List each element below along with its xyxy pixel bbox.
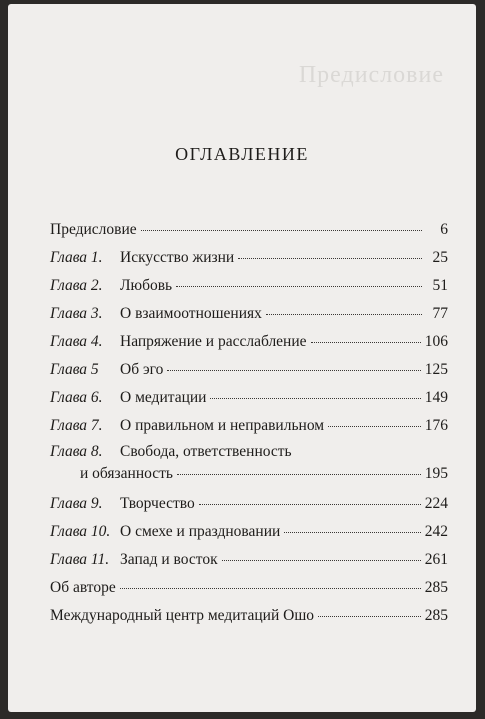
- chapter-label: Глава 10.: [50, 523, 111, 540]
- toc-entry-title: О смехе и праздновании: [120, 523, 281, 540]
- toc-entry-page: 285: [424, 607, 448, 624]
- toc-entry-title: Об эго: [120, 361, 164, 378]
- toc-entry-title: О медитации: [120, 389, 207, 406]
- toc-entry-chapter-8[interactable]: [50, 442, 448, 462]
- toc-entry-chapter-6[interactable]: [50, 388, 448, 408]
- chapter-label: Глава 5: [50, 361, 99, 378]
- chapter-label: Глава 4.: [50, 333, 103, 350]
- chapter-label: Глава 3.: [50, 305, 103, 322]
- toc-entry-chapter-7[interactable]: [50, 416, 448, 436]
- toc-entry-page: 261: [424, 551, 448, 568]
- dot-leader: [120, 587, 421, 589]
- toc-entry-page: 195: [424, 465, 448, 482]
- toc-entry-title: Международный центр медитаций Ошо: [50, 607, 314, 624]
- toc-entry-page: 106: [424, 333, 448, 350]
- toc-entry-title: О правильном и неправильном: [120, 417, 325, 434]
- chapter-label: Глава 1.: [50, 249, 103, 266]
- dot-leader: [210, 397, 420, 399]
- dot-leader: [199, 503, 421, 505]
- toc-entry-page: 176: [424, 417, 448, 434]
- chapter-label: Глава 6.: [50, 389, 103, 406]
- toc-entry-title: Свобода, ответственность: [120, 443, 292, 460]
- toc-entry-page: 285: [424, 579, 448, 596]
- toc-entry-page: 51: [432, 277, 448, 294]
- dot-leader: [222, 559, 421, 561]
- chapter-label: Глава 9.: [50, 495, 103, 512]
- toc-entry-title: Об авторе: [50, 579, 116, 596]
- toc-entry-chapter-11[interactable]: [50, 550, 448, 570]
- dot-leader: [328, 425, 421, 427]
- toc-entry-chapter-5[interactable]: [50, 360, 448, 380]
- dot-leader: [266, 313, 422, 315]
- toc-entry-page: 242: [424, 523, 448, 540]
- toc-entry-about-author[interactable]: [50, 578, 448, 598]
- toc-entry-title-continued: и обязанность: [80, 465, 173, 482]
- dot-leader: [311, 341, 421, 343]
- toc-entry-title: Искусство жизни: [120, 249, 235, 266]
- chapter-label: Глава 2.: [50, 277, 103, 294]
- toc-entry-osho-center[interactable]: [50, 606, 448, 626]
- toc-entry-title: Напряжение и расслабление: [120, 333, 307, 350]
- chapter-label: Глава 7.: [50, 417, 103, 434]
- toc-entry-chapter-4[interactable]: [50, 332, 448, 352]
- chapter-label: Глава 8.: [50, 443, 103, 460]
- toc-entry-page: 25: [432, 249, 448, 266]
- toc-entry-chapter-1[interactable]: [50, 248, 448, 268]
- toc-entry-page: 149: [424, 389, 448, 406]
- dot-leader: [141, 229, 422, 231]
- toc-entry-title: Запад и восток: [120, 551, 218, 568]
- toc-entry-page: 6: [440, 221, 448, 238]
- toc-entry-title: Любовь: [120, 277, 173, 294]
- toc-entry-preface[interactable]: [50, 220, 448, 240]
- dot-leader: [318, 615, 421, 617]
- toc-entry-chapter-9[interactable]: [50, 494, 448, 514]
- toc-entry-page: 125: [424, 361, 448, 378]
- dot-leader: [284, 531, 420, 533]
- dot-leader: [167, 369, 420, 371]
- bleed-through-heading: Предисловие: [298, 62, 444, 88]
- toc-entry-page: 77: [432, 305, 448, 322]
- toc-entry-title: Творчество: [120, 495, 195, 512]
- dot-leader: [177, 473, 421, 475]
- toc-entry-title: О взаимоотношениях: [120, 305, 262, 322]
- toc-entry-title: Предисловие: [50, 221, 137, 238]
- toc-entry-chapter-3[interactable]: [50, 304, 448, 324]
- chapter-label: Глава 11.: [50, 551, 110, 568]
- dot-leader: [238, 257, 422, 259]
- dot-leader: [176, 285, 422, 287]
- book-page: [8, 4, 476, 712]
- toc-entry-chapter-10[interactable]: [50, 522, 448, 542]
- toc-entry-chapter-2[interactable]: [50, 276, 448, 296]
- toc-title: ОГЛАВЛЕНИЕ: [175, 144, 309, 164]
- toc-entry-chapter-8-continued[interactable]: [80, 464, 448, 484]
- toc-entry-page: 224: [424, 495, 448, 512]
